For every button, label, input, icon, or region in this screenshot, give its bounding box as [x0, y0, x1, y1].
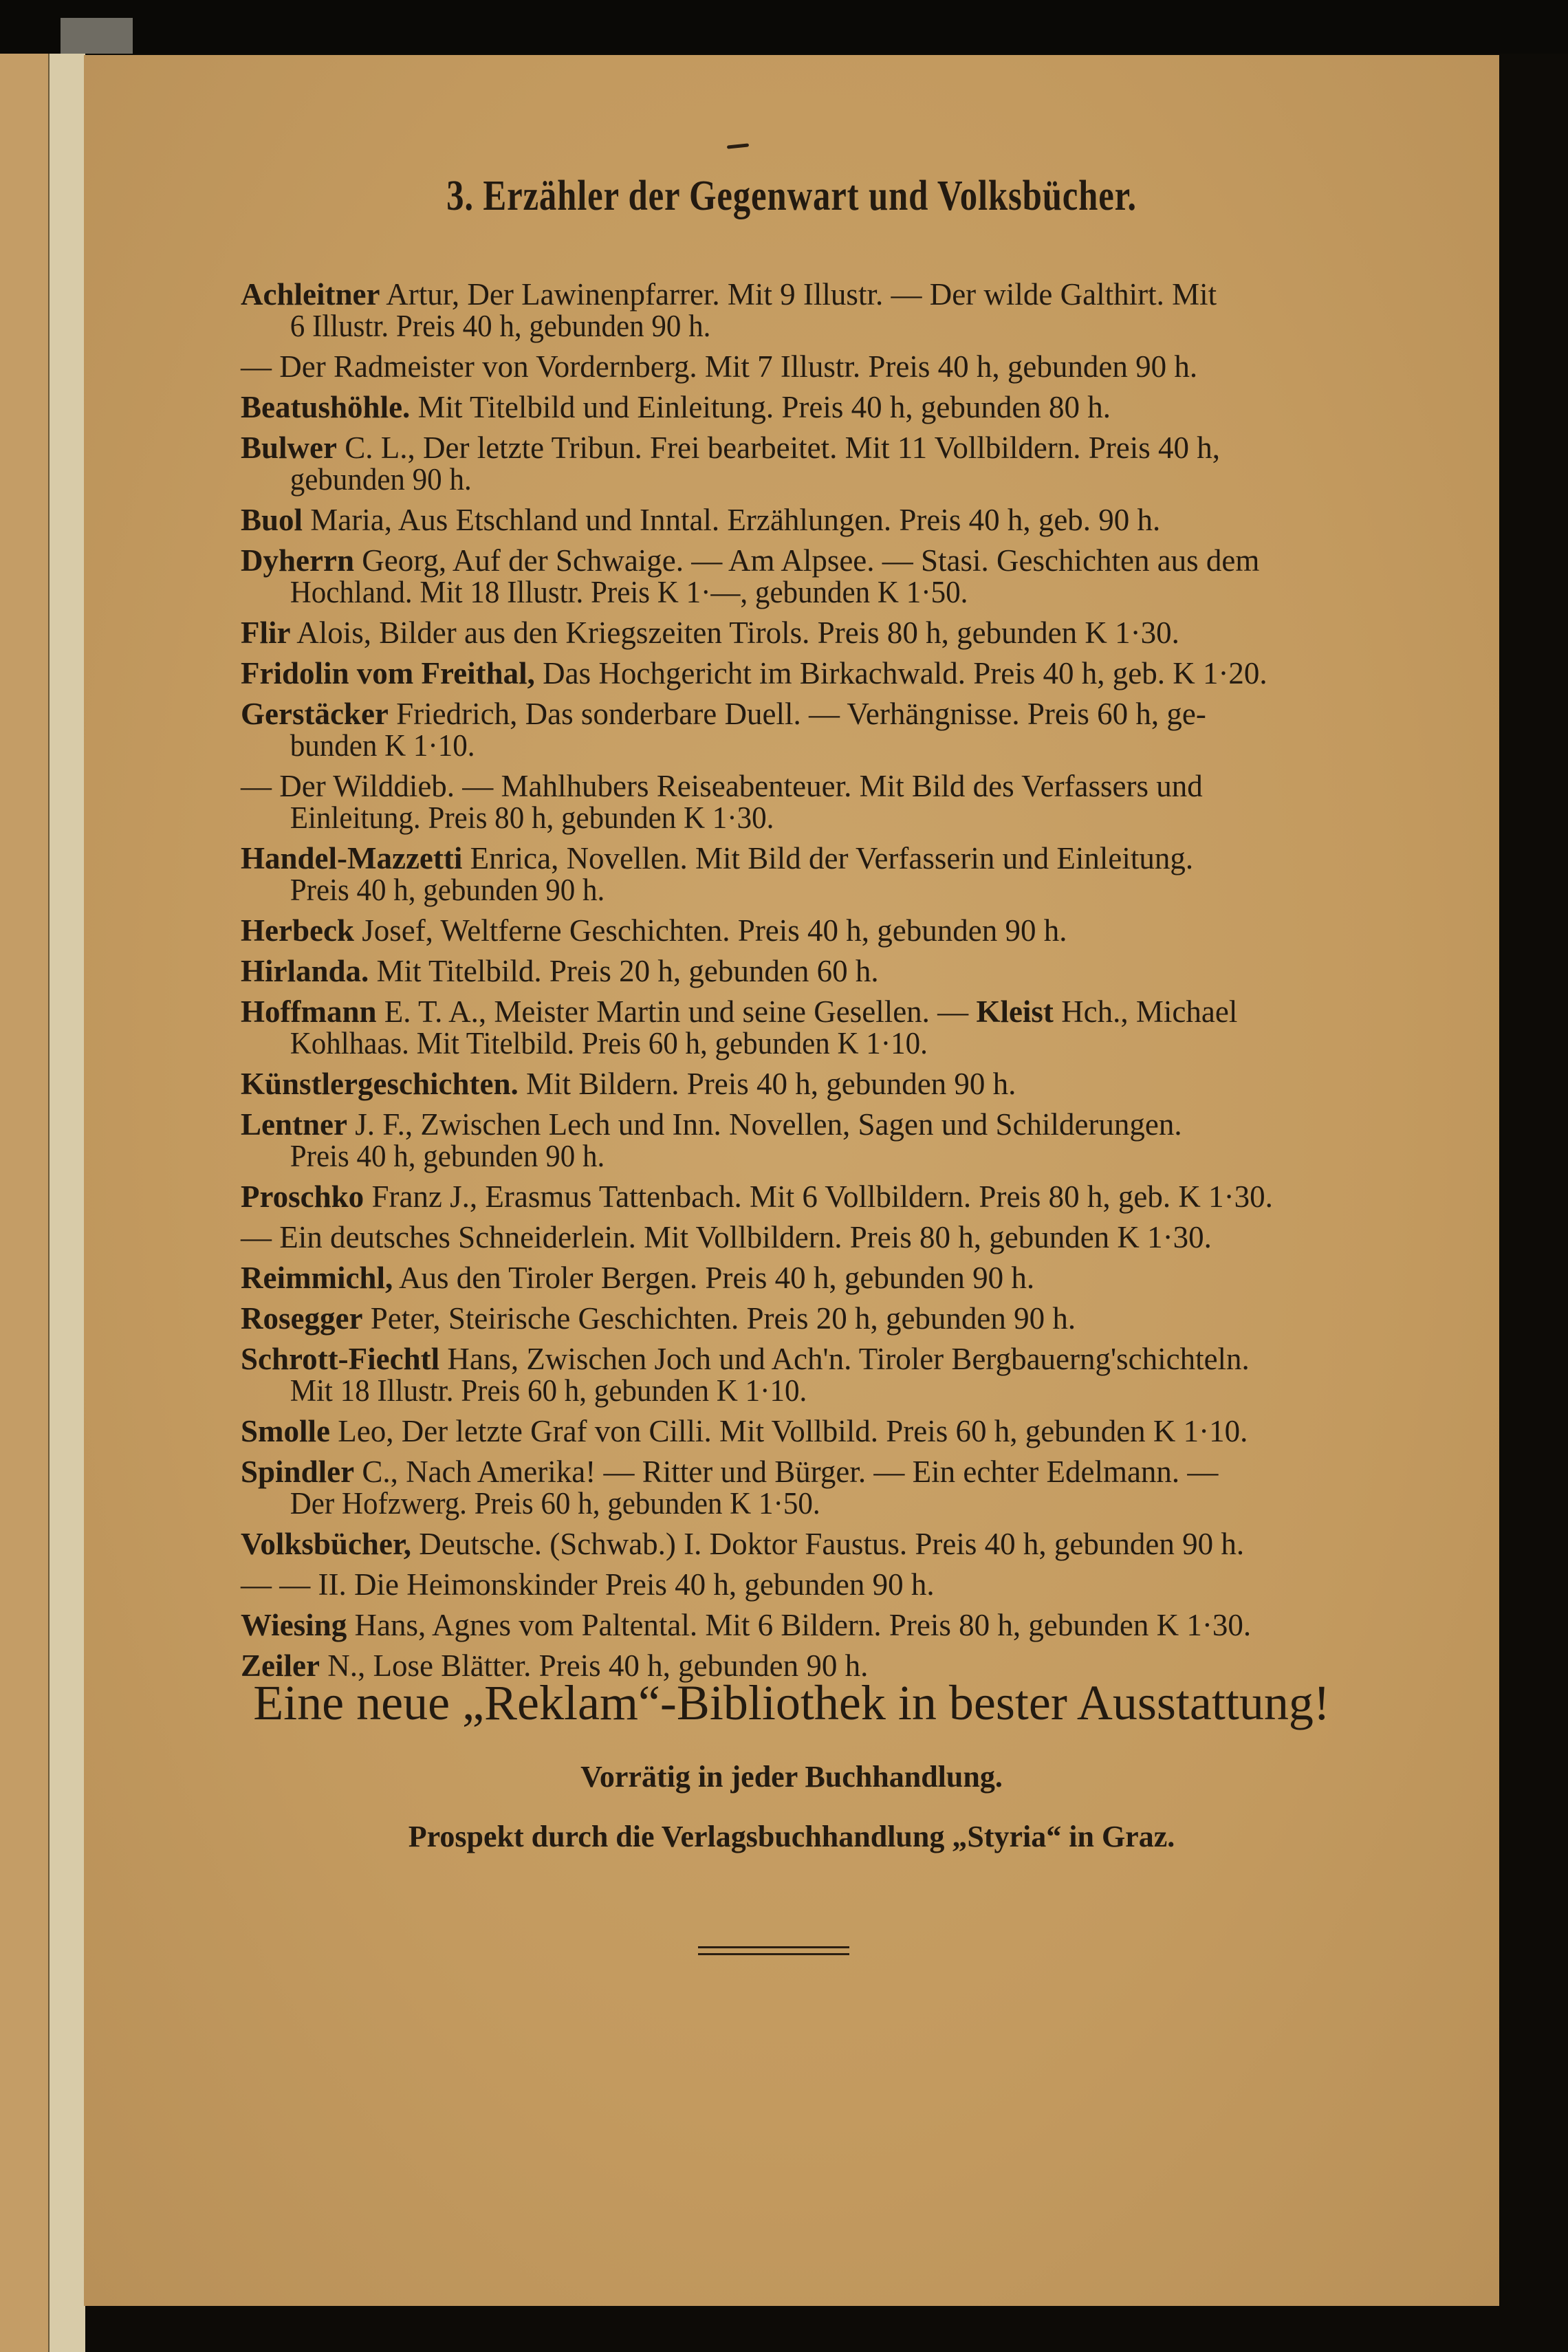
entry-text: Hch., Michael — [1053, 994, 1238, 1029]
catalog-line-continuation — [241, 576, 1358, 608]
catalog-entry-line — [241, 996, 1410, 1027]
catalog-line-continuation — [241, 1375, 1358, 1406]
catalog-entry-line — [241, 391, 1410, 423]
author-name: Bulwer — [241, 431, 337, 465]
entry-text: Preis 40 h, gebunden 90 h. — [290, 1139, 605, 1173]
catalog-entry-line — [241, 915, 1410, 946]
catalog-line-continuation — [241, 1140, 1358, 1172]
entry-text: Das Hochgericht im Birkachwald. Preis 40 h, geb. K 1·20. — [534, 656, 1267, 690]
author-name: Rosegger — [241, 1301, 363, 1336]
catalog-entry-line — [241, 545, 1410, 576]
prospectus-line: Prospekt durch die Verlagsbuchhandlung „Styria“ in Graz. — [408, 1820, 1175, 1853]
author-name: Zeiler — [241, 1648, 320, 1683]
double-rule-top — [698, 1946, 849, 1948]
entry-text: Franz J., Erasmus Tattenbach. Mit 6 Vollbildern. Preis 80 h, geb. K 1·30. — [364, 1179, 1273, 1214]
catalog-line-continuation — [241, 874, 1358, 906]
entry-text: — Ein deutsches Schneiderlein. Mit Vollbildern. Preis 80 h, gebunden K 1·30. — [241, 1220, 1212, 1254]
book-page — [84, 55, 1499, 2306]
author-name: Dyherrn — [241, 543, 354, 578]
entry-text: Mit Titelbild und Einleitung. Preis 40 h, gebunden 80 h. — [410, 390, 1111, 424]
catalog-line-continuation — [241, 730, 1358, 761]
entry-text: Kohlhaas. Mit Titelbild. Preis 60 h, gebunden K 1·10. — [290, 1026, 928, 1060]
entry-text: Der Hofzwerg. Preis 60 h, gebunden K 1·50. — [290, 1486, 820, 1521]
author-name: Künstlergeschichten. — [241, 1067, 519, 1101]
entry-text: Maria, Aus Etschland und Inntal. Erzählungen. Preis 40 h, geb. 90 h. — [303, 503, 1161, 537]
binding-strip — [48, 54, 85, 2352]
author-name: Herbeck — [241, 913, 354, 948]
entry-text: Alois, Bilder aus den Kriegszeiten Tirols. Preis 80 h, gebunden K 1·30. — [290, 616, 1179, 650]
catalog-entry-line — [241, 1068, 1410, 1100]
entry-text: Enrica, Novellen. Mit Bild der Verfasserin und Einleitung. — [462, 841, 1194, 875]
author-name: Handel-Mazzetti — [241, 841, 463, 875]
double-rule-bottom — [698, 1953, 849, 1955]
catalog-entry-line — [241, 842, 1410, 874]
author-name: Achleitner — [241, 277, 380, 312]
catalog-line-continuation — [241, 310, 1358, 342]
catalog-entry-line — [241, 1343, 1410, 1375]
entry-text: Mit Bildern. Preis 40 h, gebunden 90 h. — [518, 1067, 1016, 1101]
catalog-line-continuation — [241, 464, 1358, 495]
entry-text: — — II. Die Heimonskinder Preis 40 h, gebunden 90 h. — [241, 1567, 935, 1602]
author-name: Volksbücher, — [241, 1527, 412, 1561]
catalog-line-continuation — [241, 1488, 1358, 1519]
entry-text: Artur, Der Lawinenpfarrer. Mit 9 Illustr. — Der wilde Galthirt. Mit — [380, 277, 1217, 312]
catalog-entry-line — [241, 504, 1410, 536]
entry-text: bunden K 1·10. — [290, 728, 475, 763]
catalog-entry-line — [241, 279, 1410, 310]
catalog-entry-line — [241, 351, 1410, 382]
availability-line: Vorrätig in jeder Buchhandlung. — [580, 1760, 1003, 1794]
entry-text: Friedrich, Das sonderbare Duell. — Verhängnisse. Preis 60 h, ge- — [388, 697, 1206, 731]
advert-line: Eine neue „Reklam“-Bibliothek in bester Ausstattung! — [253, 1675, 1330, 1730]
catalog-entry-line — [241, 1181, 1410, 1212]
entry-text: Leo, Der letzte Graf von Cilli. Mit Vollbild. Preis 60 h, gebunden K 1·10. — [330, 1414, 1248, 1448]
entry-text: Mit Titelbild. Preis 20 h, gebunden 60 h. — [369, 954, 879, 988]
catalog-list — [241, 270, 1410, 1681]
entry-text: 6 Illustr. Preis 40 h, gebunden 90 h. — [290, 309, 711, 343]
entry-text: gebunden 90 h. — [290, 462, 472, 497]
author-name: Hirlanda. — [241, 954, 369, 988]
catalog-entry-line — [241, 1569, 1410, 1600]
entry-text: — Der Radmeister von Vordernberg. Mit 7 Illustr. Preis 40 h, gebunden 90 h. — [241, 349, 1198, 384]
catalog-line-continuation — [241, 1027, 1358, 1059]
catalog-entry-line — [241, 657, 1410, 689]
author-name: Lentner — [241, 1107, 347, 1142]
entry-text: Aus den Tiroler Bergen. Preis 40 h, gebunden 90 h. — [393, 1261, 1035, 1295]
catalog-entry-line — [241, 1609, 1410, 1641]
entry-text: Hans, Agnes vom Paltental. Mit 6 Bildern. Preis 80 h, gebunden K 1·30. — [347, 1608, 1252, 1642]
catalog-entry-line — [241, 1528, 1410, 1560]
catalog-entry-line — [241, 1415, 1410, 1447]
author-name: Proschko — [241, 1179, 364, 1214]
author-name: Buol — [241, 503, 303, 537]
entry-text: C., Nach Amerika! — Ritter und Bürger. — Ein echter Edelmann. — — [354, 1455, 1219, 1489]
entry-text: Deutsche. (Schwab.) I. Doktor Faustus. Preis 40 h, gebunden 90 h. — [411, 1527, 1245, 1561]
catalog-line-continuation — [241, 802, 1358, 834]
bookmark-ribbon — [61, 18, 133, 54]
author-name: Spindler — [241, 1455, 355, 1489]
entry-text: Mit 18 Illustr. Preis 60 h, gebunden K 1·10. — [290, 1373, 807, 1408]
author-name: Smolle — [241, 1414, 330, 1448]
catalog-entry-line — [241, 698, 1410, 730]
facing-page-edge — [0, 54, 48, 2352]
author-name: Beatushöhle. — [241, 390, 411, 424]
entry-text: N., Lose Blätter. Preis 40 h, gebunden 90 h. — [319, 1648, 869, 1683]
author-name: Flir — [241, 616, 291, 650]
entry-text: Hochland. Mit 18 Illustr. Preis K 1·—, gebunden K 1·50. — [290, 575, 968, 609]
entry-text: Peter, Steirische Geschichten. Preis 20 h, gebunden 90 h. — [362, 1301, 1076, 1336]
scan-background-top — [0, 0, 1568, 54]
catalog-entry-line — [241, 1456, 1410, 1488]
author-name: Hoffmann — [241, 994, 377, 1029]
entry-text: Josef, Weltferne Geschichten. Preis 40 h, gebunden 90 h. — [353, 913, 1067, 948]
entry-text: Preis 40 h, gebunden 90 h. — [290, 873, 605, 907]
author-name: Kleist — [976, 994, 1054, 1029]
catalog-entry-line — [241, 617, 1410, 649]
catalog-entry-line — [241, 432, 1410, 464]
catalog-entry-line — [241, 770, 1410, 802]
entry-text: C. L., Der letzte Tribun. Frei bearbeitet. Mit 11 Vollbildern. Preis 40 h, — [337, 431, 1221, 465]
catalog-entry-line — [241, 955, 1410, 987]
entry-text: Hans, Zwischen Joch und Ach'n. Tiroler Bergbauerng'schichteln. — [439, 1342, 1250, 1376]
catalog-entry-line — [241, 1262, 1410, 1294]
author-name: Schrott-Fiechtl — [241, 1342, 440, 1376]
section-heading: 3. Erzähler der Gegenwart und Volksbücher. — [446, 173, 1137, 219]
author-name: Reimmichl, — [241, 1261, 393, 1295]
entry-text: J. F., Zwischen Lech und Inn. Novellen, Sagen und Schilderungen. — [347, 1107, 1182, 1142]
author-name: Wiesing — [241, 1608, 347, 1642]
printed-dash-mark — [727, 143, 749, 149]
author-name: Gerstäcker — [241, 697, 389, 731]
entry-text: Einleitung. Preis 80 h, gebunden K 1·30. — [290, 801, 774, 835]
catalog-entry-line — [241, 1303, 1410, 1334]
author-name: Fridolin vom Freithal, — [241, 656, 535, 690]
catalog-entry-line — [241, 1109, 1410, 1140]
entry-text: E. T. A., Meister Martin und seine Gesellen. — — [376, 994, 977, 1029]
catalog-entry-line — [241, 1221, 1410, 1253]
entry-text: Georg, Auf der Schwaige. — Am Alpsee. — Stasi. Geschichten aus dem — [353, 543, 1260, 578]
entry-text: — Der Wilddieb. — Mahlhubers Reiseabenteuer. Mit Bild des Verfassers und — [241, 769, 1203, 803]
